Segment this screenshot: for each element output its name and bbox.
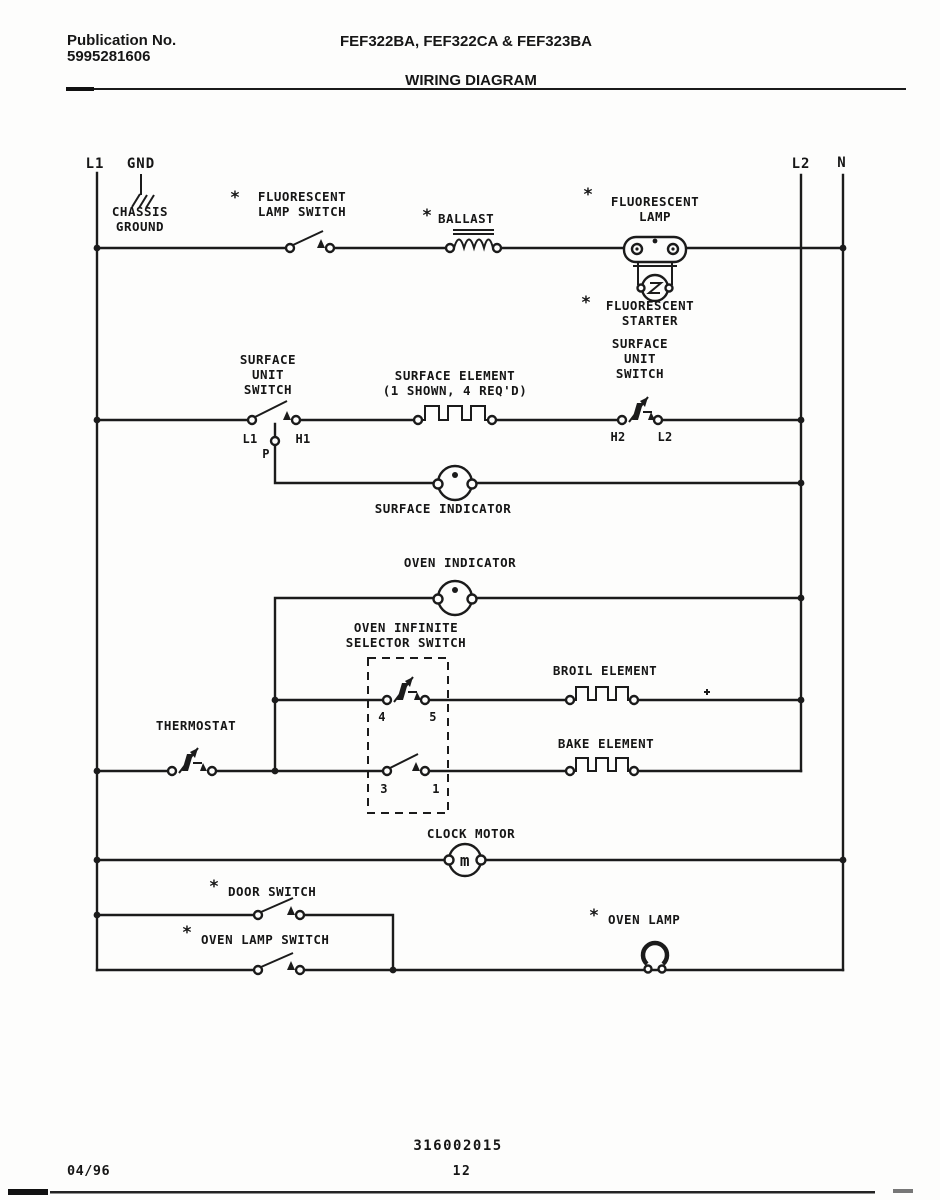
asterisk-marker: * (208, 877, 220, 897)
chassis-ground-symbol (112, 174, 168, 234)
ballast-label: BALLAST (438, 211, 495, 226)
bottom-scan-smudge (893, 1189, 913, 1193)
broil-element-label: BROIL ELEMENT (552, 663, 658, 678)
bake-element-symbol (558, 736, 654, 775)
page-footer (8, 1138, 913, 1195)
surface-indicator-wire (275, 424, 801, 483)
surface-indicator-label: SURFACE INDICATOR (374, 501, 512, 516)
asterisk-marker: * (229, 188, 241, 208)
bus-labels (86, 155, 847, 172)
chassis-ground-label-1: CHASSIS (111, 204, 169, 219)
terminal-h2: H2 (610, 430, 626, 444)
fluorescent-lamp-symbol (583, 185, 699, 285)
thermostat-label: THERMOSTAT (155, 718, 237, 733)
bus-label-gnd: GND (126, 156, 156, 172)
fluorescent-lamp-switch-label-2: LAMP SWITCH (257, 204, 347, 219)
selector-switch-label-2: SELECTOR SWITCH (345, 635, 467, 650)
terminal-l2: L2 (657, 430, 673, 444)
sus-left-label-3: SWITCH (243, 382, 293, 397)
oven-lamp-switch-label: OVEN LAMP SWITCH (201, 932, 330, 947)
motor-m-glyph: m (459, 851, 471, 870)
door-switch-label: DOOR SWITCH (228, 884, 317, 899)
publication-number: 5995281606 (67, 48, 151, 65)
asterisk-marker: * (582, 185, 594, 205)
surface-unit-switch-right-symbol (610, 336, 672, 444)
chassis-ground-label-2: GROUND (115, 219, 165, 234)
print-artifact (704, 689, 710, 695)
fluorescent-lamp-label-1: FLUORESCENT (610, 194, 700, 209)
oven-lamp-symbol (589, 906, 680, 973)
asterisk-marker: * (580, 293, 592, 313)
surface-element-symbol (383, 368, 527, 424)
terminal-l1: L1 (242, 432, 258, 446)
fluorescent-lamp-label-2: LAMP (638, 209, 672, 224)
bus-label-l2: L2 (791, 156, 811, 172)
thermostat-symbol (156, 718, 236, 775)
bus-label-n: N (837, 155, 847, 171)
sus-right-label-3: SWITCH (615, 366, 665, 381)
page-number: 12 (452, 1164, 472, 1179)
terminal-p: P (262, 447, 270, 461)
fluorescent-lamp-switch-label-1: FLUORESCENT (257, 189, 347, 204)
selector-switch-label-1: OVEN INFINITE (353, 620, 459, 635)
oven-infinite-selector-switch (346, 620, 466, 813)
broil-element-symbol (553, 663, 710, 704)
surface-indicator-symbol (375, 466, 511, 516)
bake-element-label: BAKE ELEMENT (557, 736, 655, 751)
asterisk-marker: * (181, 923, 193, 943)
sus-left-label-2: UNIT (251, 367, 285, 382)
bottom-scan-bar (50, 1191, 875, 1194)
terminal-h1: H1 (295, 432, 311, 446)
terminal-3: 3 (380, 782, 388, 796)
terminal-1: 1 (432, 782, 440, 796)
sus-left-label-1: SURFACE (239, 352, 297, 367)
fluorescent-starter-label-2: STARTER (621, 313, 679, 328)
sus-right-label-2: UNIT (623, 351, 657, 366)
date-code: 04/96 (67, 1163, 111, 1179)
surface-unit-switch-left-symbol (240, 352, 311, 461)
surface-element-label-2: (1 SHOWN, 4 REQ'D) (382, 383, 528, 398)
oven-indicator-symbol (404, 555, 516, 615)
page-header (66, 32, 906, 89)
asterisk-marker: * (421, 206, 433, 226)
surface-element-label-1: SURFACE ELEMENT (394, 368, 516, 383)
fluorescent-lamp-switch-symbol (230, 188, 346, 252)
page-title: WIRING DIAGRAM (405, 72, 537, 89)
sus-right-label-1: SURFACE (611, 336, 669, 351)
part-number: 316002015 (413, 1138, 503, 1154)
oven-indicator-label: OVEN INDICATOR (403, 555, 517, 570)
clock-motor-symbol (427, 826, 515, 876)
publication-label: Publication No. (67, 32, 177, 49)
oven-lamp-switch-symbol (182, 923, 330, 974)
bottom-scan-bar-left (8, 1189, 48, 1195)
ballast-symbol (422, 206, 501, 252)
oven-lamp-label: OVEN LAMP (608, 912, 681, 927)
bus-label-l1: L1 (85, 156, 105, 172)
asterisk-marker: * (588, 906, 600, 926)
clock-motor-label: CLOCK MOTOR (426, 826, 516, 841)
terminal-4: 4 (378, 710, 386, 724)
fluorescent-starter-label-1: FLUORESCENT (605, 298, 695, 313)
model-numbers: FEF322BA, FEF322CA & FEF323BA (339, 33, 593, 50)
door-switch-symbol (209, 877, 316, 919)
terminal-5: 5 (429, 710, 437, 724)
